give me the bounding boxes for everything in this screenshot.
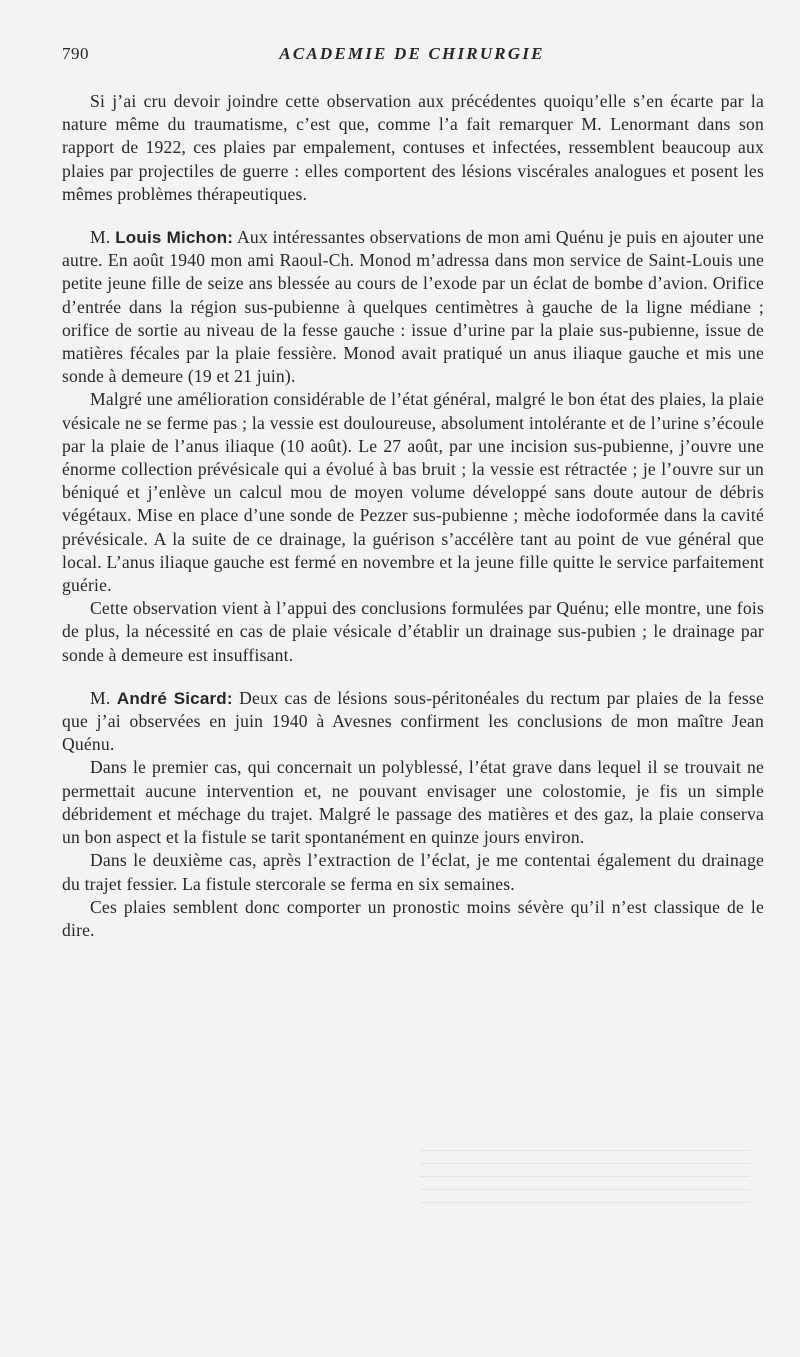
paragraph-sicard bbox=[62, 687, 764, 757]
michon-prefix: M. bbox=[90, 227, 111, 248]
bleed-line bbox=[420, 1150, 750, 1151]
paragraph-6: Dans le premier cas, qui concernait un polyblessé, l’état grave dans lequel il se trouvait ne permettait aucune intervention et, ne pouvant envisager une colostomie, je fis un simple débridement et méchage du trajet. Malgré le passage des matières et des gaz, la plaie conserva un bon aspect et la fistule se tarit spontanément en quinze jours environ. bbox=[62, 757, 764, 848]
speaker-louis-michon: Louis Michon bbox=[115, 228, 228, 248]
bleed-line bbox=[420, 1176, 750, 1177]
speaker-andre-sicard: André Sicard bbox=[116, 688, 227, 708]
running-header bbox=[62, 44, 762, 68]
bleed-line bbox=[420, 1202, 750, 1203]
page-number: 790 bbox=[62, 44, 89, 63]
section-gap bbox=[62, 206, 764, 226]
sicard-text: Deux cas de lésions sous-péritonéales du rectum par plaies de la fesse que j’ai observées en juin 1940 à Avesnes confirment les conclusions de mon maître Jean Quénu. bbox=[62, 687, 764, 755]
paragraph-4: Cette observation vient à l’appui des conclusions formulées par Quénu; elle montre, une fois de plus, la nécessité en cas de plaie vésicale d’établir un drainage sus-pubien ; le drainage par sonde à demeure est insuffisant. bbox=[62, 598, 764, 665]
michon-colon: : bbox=[227, 228, 234, 248]
paragraph-michon bbox=[62, 226, 764, 388]
paragraph-7: Dans le deuxième cas, après l’extraction de l’éclat, je me contentai également du drainage du trajet fessier. La fistule stercorale se ferma en six semaines. bbox=[62, 850, 764, 894]
body-text bbox=[62, 90, 764, 942]
paragraph-3: Malgré une amélioration considérable de l’état général, malgré le bon état des plaies, la plaie vésicale ne se ferme pas ; la vessie est douloureuse, absolument intolérante et de l’urine s’écoule par la plaie de l’anus iliaque (10 août). Le 27 août, par une incision sus-pubienne, j’ouvre une énorme collection prévésicale qui a évolué à bas bruit ; la vessie est rétractée ; je l’ouvre sur un béniqué et j’enlève un calcul mou de moyen volume développé sans doute autour de débris végétaux. Mise en place d’une sonde de Pezzer sus-pubienne ; mèche iodoformée dans la cavité prévésicale. A la suite de ce drainage, la guérison s’accélère tant au point de vue général que local. L’anus iliaque gauche est fermé en novembre et la jeune fille quitte le service parfaitement guérie. bbox=[62, 389, 764, 596]
bleed-line bbox=[420, 1189, 750, 1190]
bleed-line bbox=[420, 1163, 750, 1164]
paragraph-8: Ces plaies semblent donc comporter un pronostic moins sévère qu’il n’est classique de le dire. bbox=[62, 896, 764, 940]
sicard-prefix: M. bbox=[90, 687, 111, 708]
sicard-colon: : bbox=[226, 688, 233, 708]
section-gap bbox=[62, 667, 764, 687]
show-through-bleed bbox=[420, 1150, 750, 1245]
running-title: ACADEMIE DE CHIRURGIE bbox=[279, 44, 545, 63]
michon-text: Aux intéressantes observations de mon ami Quénu je puis en ajouter une autre. En août 1940 mon ami Raoul-Ch. Monod m’adressa dans mon service de Saint-Louis une petite jeune fille de seize ans blessée au cours de l’exode par un éclat de bombe d’avion. Orifice d’entrée dans la région sus-pubienne à quelques centimètres à gauche de la ligne médiane ; orifice de sortie au niveau de la fesse gauche : issue d’urine par la plaie sus-pubienne, issue de matières fécales par la plaie fessière. Monod avait pratiqué un anus iliaque gauche et mis une sonde à demeure (19 et 21 juin). bbox=[62, 227, 764, 387]
paragraph-1: Si j’ai cru devoir joindre cette observation aux précédentes quoiqu’elle s’en écarte par la nature même du traumatisme, c’est que, comme l’a fait remarquer M. Lenormant dans son rapport de 1922, ces plaies par empalement, contuses et infectées, ressemblent beaucoup aux plaies par projectiles de guerre : elles comportent des lésions viscérales analogues et posent les mêmes problèmes thérapeutiques. bbox=[62, 91, 764, 204]
